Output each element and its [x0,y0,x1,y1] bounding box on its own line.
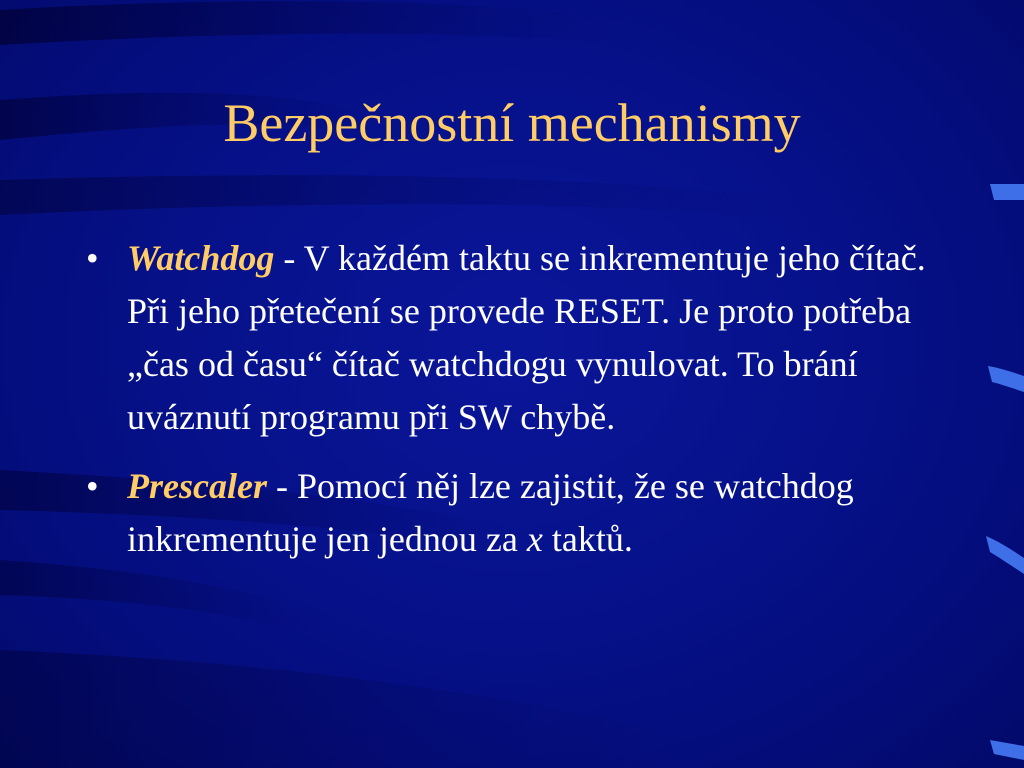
term-prescaler: Prescaler [127,466,267,506]
streak-light-1 [990,184,1024,200]
bullet-text-before-variable: - Pomocí něj lze zajistit, že se watchdog inkrementuje jen jednou za [127,466,854,559]
streak-dark-6 [0,650,700,768]
variable-x: x [526,519,543,559]
streak-light-3 [986,536,1024,574]
streak-dark-3 [0,175,800,220]
streak-light-4 [990,740,1024,760]
bullet-watchdog [86,232,946,444]
streak-dark-1 [0,1,620,45]
slide-title: Bezpečnostní mechanismy [223,93,801,153]
bullet-text: - V každém taktu se inkrementuje jeho čítač. Při jeho přetečení se provede RESET. Je proto potřeba „čas od času“ čítač watchdogu vynulovat. To brání uváznutí programu při SW chybě. [127,238,926,437]
bullet-icon: • [86,238,99,278]
bullet-prescaler [86,460,946,566]
term-watchdog: Watchdog [127,238,275,278]
bullet-list [86,232,946,582]
streak-light-2 [988,366,1024,392]
bullet-text-after-variable: taktů. [542,519,633,559]
bullet-icon: • [86,466,99,506]
